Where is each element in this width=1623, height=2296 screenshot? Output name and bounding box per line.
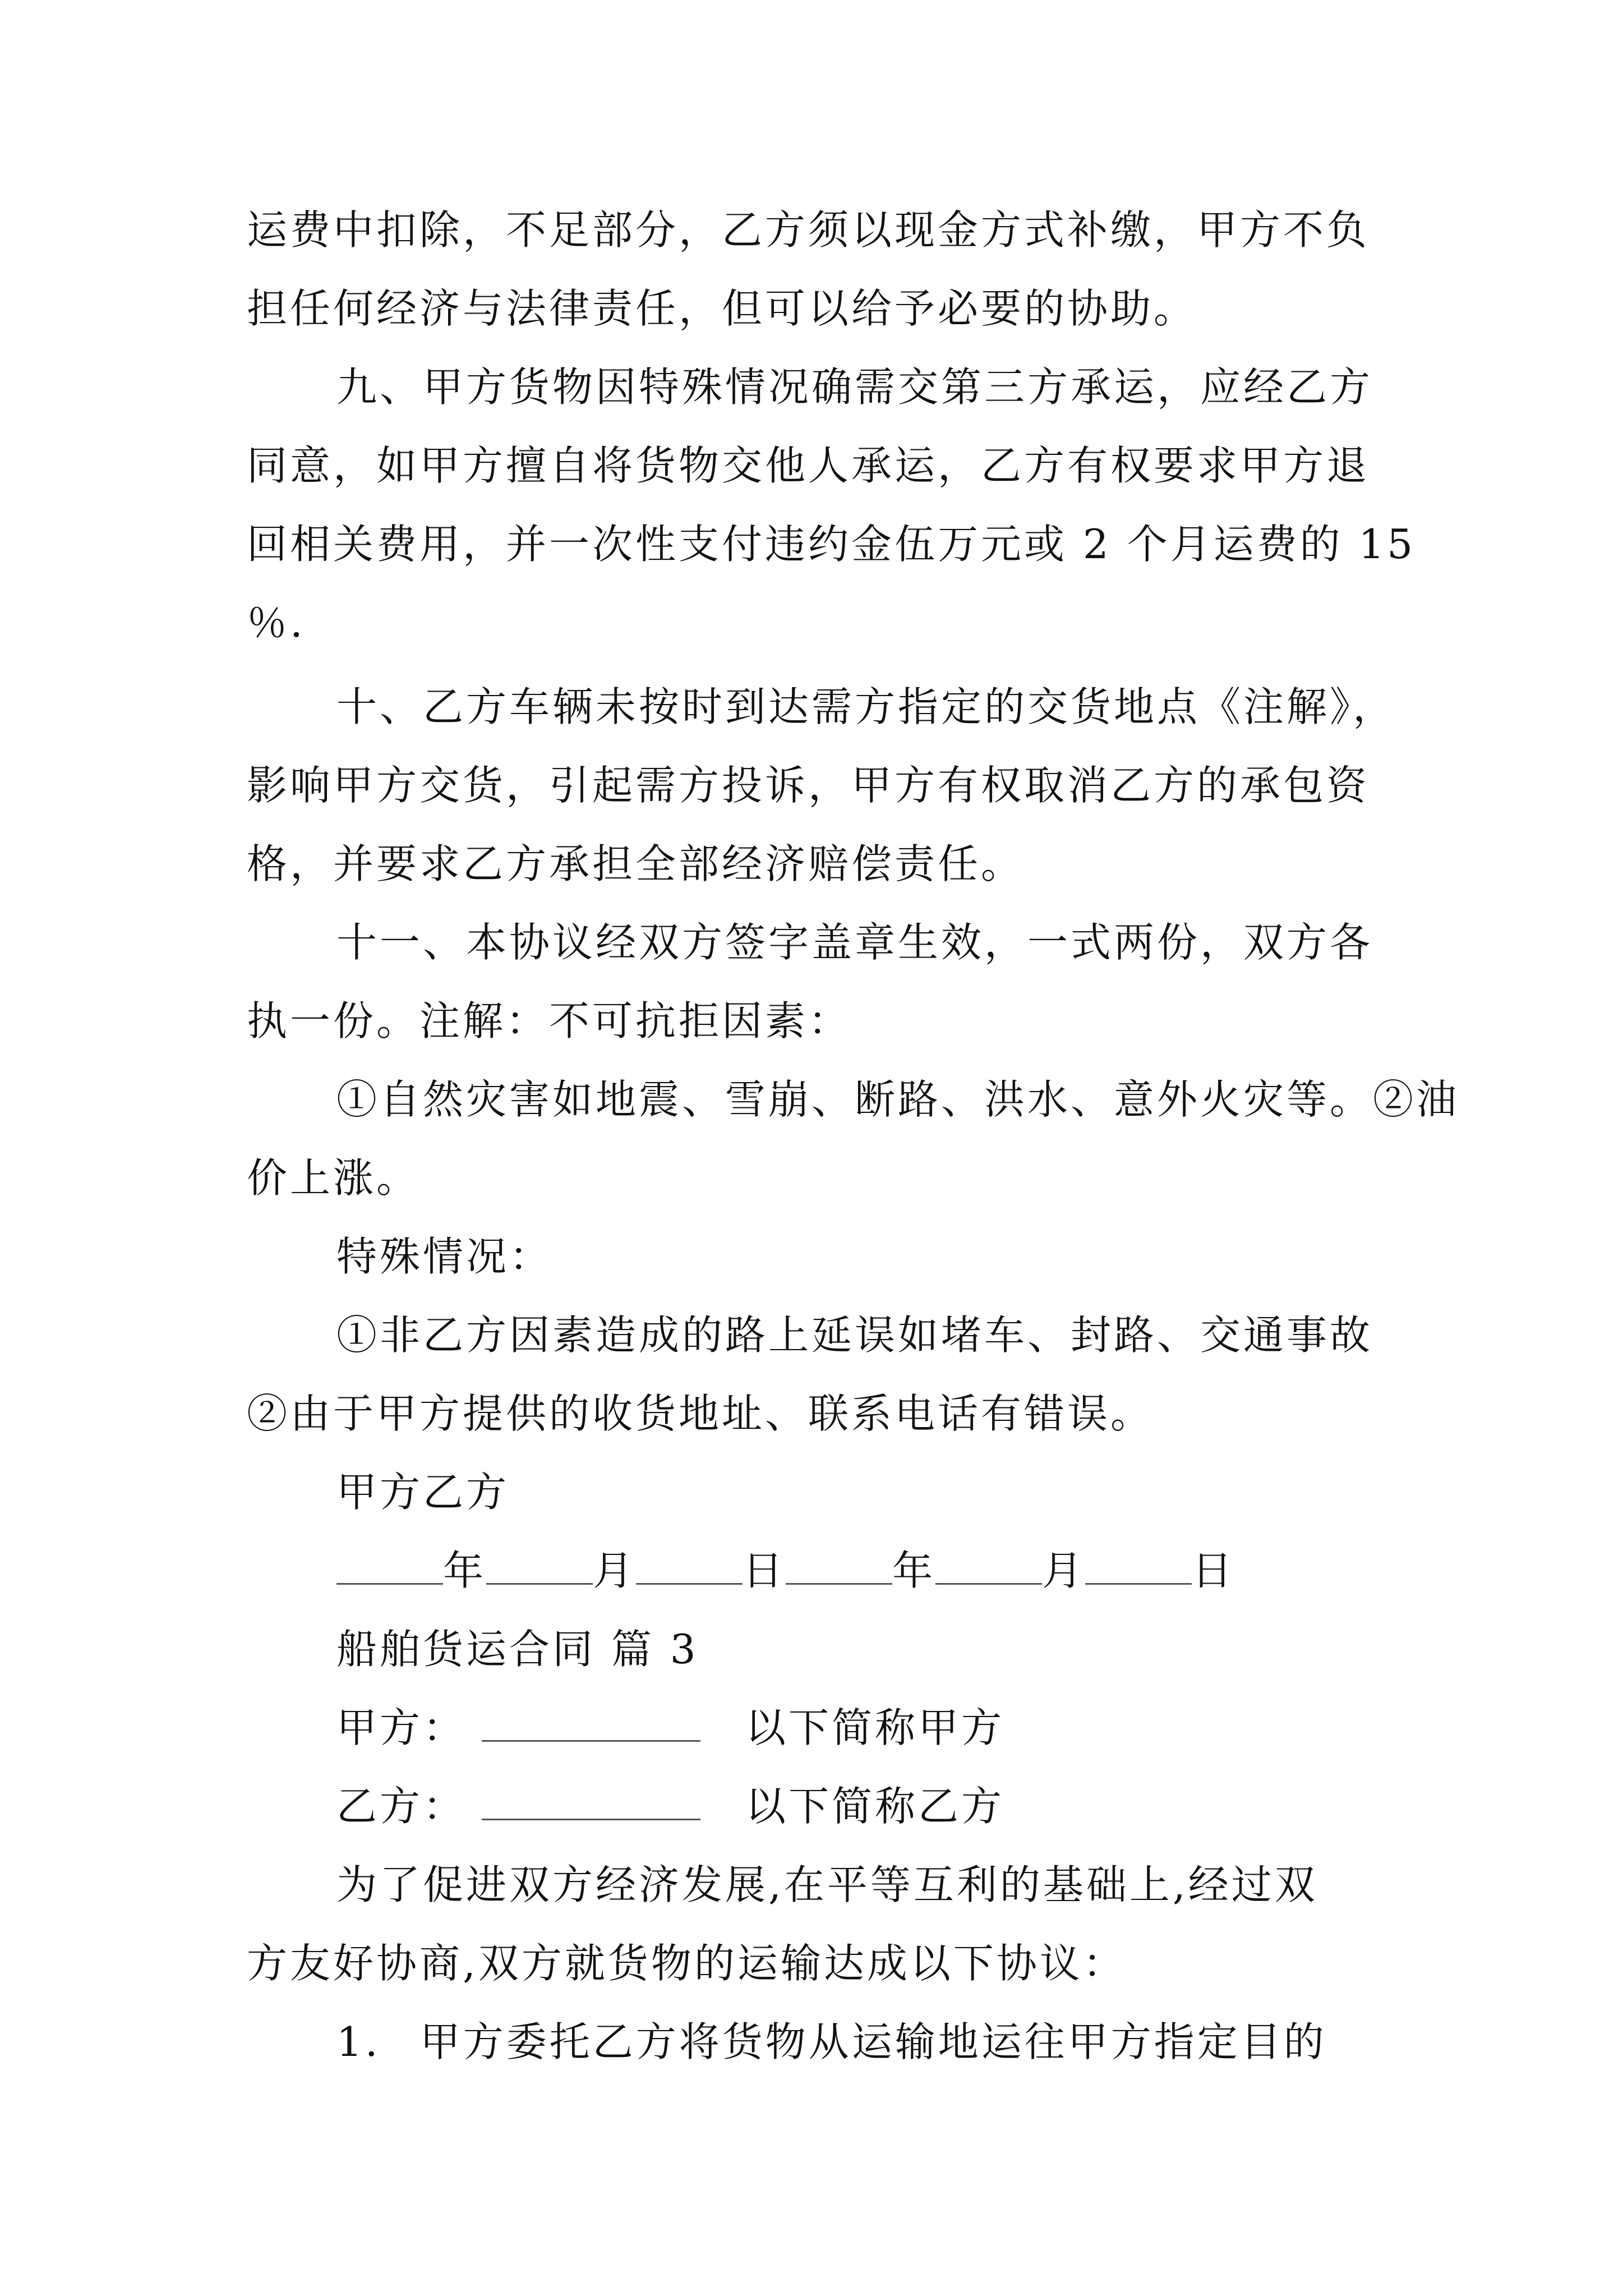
signature-date-line (336, 1543, 1235, 1599)
body-text-line: 回相关费用，并一次性支付违约金伍万元或 2 个月运费的 15 (247, 521, 1416, 568)
date-blank (935, 1548, 1042, 1585)
clause-11-line: 十一、本协议经双方签字盖章生效，一式两份，双方各 (336, 919, 1373, 966)
body-text-line: 影响甲方交货，引起需方投诉，甲方有权取消乙方的承包资 (247, 762, 1370, 809)
party-a-line (336, 1700, 1004, 1756)
intro-line: 为了促进双方经济发展,在平等互利的基础上,经过双 (336, 1861, 1318, 1908)
body-text-line: 同意，如甲方擅自将货物交他人承运，乙方有权要求甲方退 (247, 442, 1370, 489)
intro-line: 方友好协商,双方就货物的运输达成以下协议： (247, 1940, 1126, 1987)
date-blank (336, 1548, 443, 1585)
date-blank (636, 1548, 743, 1585)
date-blank (1085, 1548, 1192, 1585)
special-case-line: ②由于甲方提供的收货地址、联系电话有错误。 (247, 1390, 1154, 1437)
body-text-line: 运费中扣除，不足部分，乙方须以现金方式补缴，甲方不负 (247, 206, 1370, 254)
body-text-line: 价上涨。 (247, 1154, 420, 1202)
body-text-line: ％. (247, 599, 306, 646)
date-unit: 年 (892, 1547, 936, 1594)
party-b-line (336, 1778, 1004, 1834)
body-text-line: 执一份。注解：不可抗拒因素： (247, 997, 852, 1045)
special-case-line: ①非乙方因素造成的路上延误如堵车、封路、交通事故 (336, 1312, 1373, 1359)
clause-1-number: 1. (336, 2018, 381, 2065)
date-blank (486, 1548, 593, 1585)
party-b-label: 乙方： (336, 1783, 467, 1830)
date-blank (786, 1548, 892, 1585)
party-a-blank (482, 1705, 700, 1742)
party-a-label: 甲方： (336, 1704, 467, 1751)
force-majeure-line: ①自然灾害如地震、雪崩、断路、洪水、意外火灾等。②油 (336, 1076, 1460, 1123)
party-b-note: 以下简称乙方 (745, 1783, 1005, 1830)
signature-parties-line: 甲方乙方 (336, 1469, 510, 1516)
date-unit: 月 (593, 1547, 637, 1594)
clause-9-line: 九、甲方货物因特殊情况确需交第三方承运，应经乙方 (336, 364, 1373, 411)
date-unit: 日 (1192, 1547, 1235, 1594)
special-cases-heading: 特殊情况： (336, 1233, 553, 1280)
date-unit: 月 (1042, 1547, 1086, 1594)
party-a-note: 以下简称甲方 (745, 1704, 1005, 1751)
clause-1-text: 甲方委托乙方将货物从运输地运往甲方指定目的 (419, 2018, 1327, 2065)
section-title: 船舶货运合同 篇 3 (336, 1626, 699, 1673)
party-b-blank (482, 1784, 700, 1820)
date-unit: 日 (743, 1547, 786, 1594)
clause-10-line: 十、乙方车辆未按时到达需方指定的交货地点《注解》， (336, 683, 1396, 730)
body-text-line: 格，并要求乙方承担全部经济赔偿责任。 (247, 840, 1025, 887)
date-unit: 年 (443, 1547, 487, 1594)
body-text-line: 担任何经济与法律责任，但可以给予必要的协助。 (247, 285, 1197, 332)
clause-1-line (336, 2014, 1327, 2070)
